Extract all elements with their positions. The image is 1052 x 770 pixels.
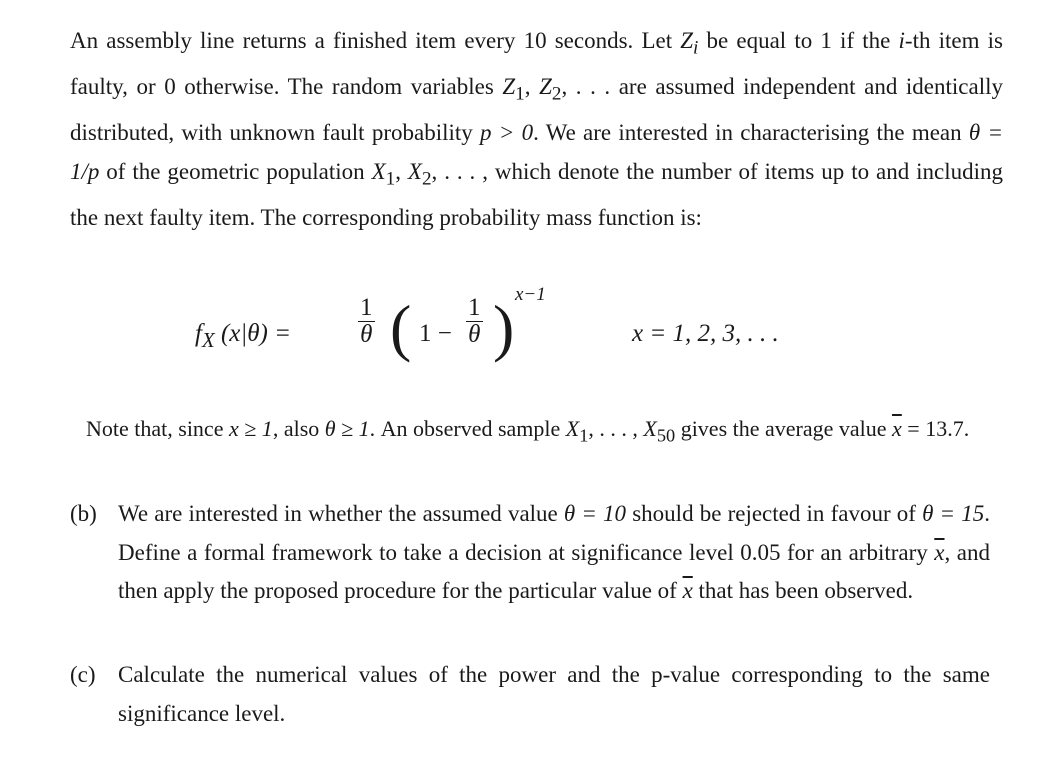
x-bar-1: $\overline{x}$	[934, 539, 945, 565]
intro-text-3: -th item is faulty, or 0 otherwise. The random variables	[70, 28, 1003, 100]
x-condition: x ≥ 1	[228, 416, 273, 441]
f-argument: (x|θ) =	[214, 320, 291, 347]
part-b-text-4: , and then apply the proposed procedure for the particular value of	[118, 539, 990, 603]
paren-close: )	[493, 292, 515, 363]
part-b-text-3: . Define a formal framework to take a decision at significance level 0.05 for an arbitrary	[118, 501, 990, 565]
part-b-body	[118, 495, 990, 611]
note-text-1: Note that, since	[86, 416, 229, 441]
alternative-hypothesis: θ = 15	[922, 501, 985, 526]
formula-lhs	[195, 320, 291, 353]
note-text-2: , also	[272, 416, 325, 441]
intro-text-5: . We are interested in characterising the mean	[533, 120, 969, 146]
part-b-label: (b)	[70, 501, 97, 526]
var-x2: X	[407, 158, 422, 184]
f-symbol: f	[195, 320, 202, 347]
one-minus: 1 −	[419, 320, 452, 347]
part-b-text-1: We are interested in whether the assumed value	[118, 501, 564, 526]
part-b-text-2: should be rejected in favour of	[626, 501, 923, 526]
question-part-b	[70, 495, 990, 611]
note-text-5: = 13.7.	[901, 416, 970, 441]
frac2-denominator: θ	[468, 321, 481, 348]
frac1-numerator: 1	[360, 294, 373, 321]
var-z1: Z	[502, 74, 516, 100]
part-b-text-5: that has been observed.	[692, 578, 914, 603]
comma: ,	[524, 74, 540, 100]
sample-x1: X	[565, 416, 580, 441]
var-x1: X	[371, 158, 386, 184]
exponent: x−1	[515, 284, 546, 305]
question-part-c	[70, 656, 990, 733]
theta-condition: θ ≥ 1	[324, 416, 370, 441]
var-i: i	[898, 28, 905, 53]
sample-ellipsis: , . . . ,	[588, 416, 644, 441]
sub-2: 2	[551, 83, 562, 105]
pmf-formula	[195, 282, 895, 382]
intro-text-7: , . . . , which denote the number of items up to and including the next faulty item. The corresponding probability mass function is:	[70, 158, 1004, 231]
null-hypothesis: θ = 10	[563, 501, 627, 526]
sample-sub-50: 50	[656, 425, 676, 446]
fraction-one-over-theta	[358, 295, 375, 348]
var-z-i: Z	[680, 28, 694, 53]
support-set	[632, 320, 779, 348]
sub-i: i	[693, 37, 699, 59]
theta-definition: θ = 1/p	[70, 120, 1003, 184]
sub-1: 1	[515, 83, 525, 105]
x-bar: $\overline{x}$	[892, 416, 902, 441]
sample-x50: X	[643, 416, 657, 441]
sub-x2: 2	[421, 168, 432, 190]
fraction-one-over-theta-2	[466, 295, 483, 348]
intro-text-6: of the geometric population	[99, 158, 372, 184]
paren-open: (	[390, 292, 412, 363]
sample-sub-1: 1	[579, 425, 589, 446]
comma-x: ,	[395, 158, 408, 184]
intro-text-1: An assembly line returns a finished item every 10 seconds. Let	[70, 28, 681, 53]
sub-x1: 1	[385, 168, 396, 190]
note-paragraph	[86, 411, 976, 453]
frac2-numerator: 1	[468, 294, 481, 321]
x-bar-2: $\overline{x}$	[682, 578, 693, 603]
note-text-3: . An observed sample	[369, 416, 566, 441]
support-values: x = 1, 2, 3, . . .	[632, 320, 779, 347]
intro-text-2: be equal to 1 if the	[698, 28, 899, 53]
note-text-4: gives the average value	[675, 416, 893, 441]
f-subscript: X	[201, 328, 215, 352]
frac1-denominator: θ	[360, 321, 373, 348]
intro-text-4: , . . . are assumed independent and identically distributed, with unknown fault probability	[70, 74, 1003, 146]
part-c-body: Calculate the numerical values of the power and the p-value corresponding to the same significance level.	[118, 662, 990, 726]
p-condition: p > 0	[480, 120, 534, 146]
intro-paragraph	[70, 22, 1003, 238]
part-c-label: (c)	[70, 662, 96, 687]
var-z2: Z	[539, 74, 552, 100]
